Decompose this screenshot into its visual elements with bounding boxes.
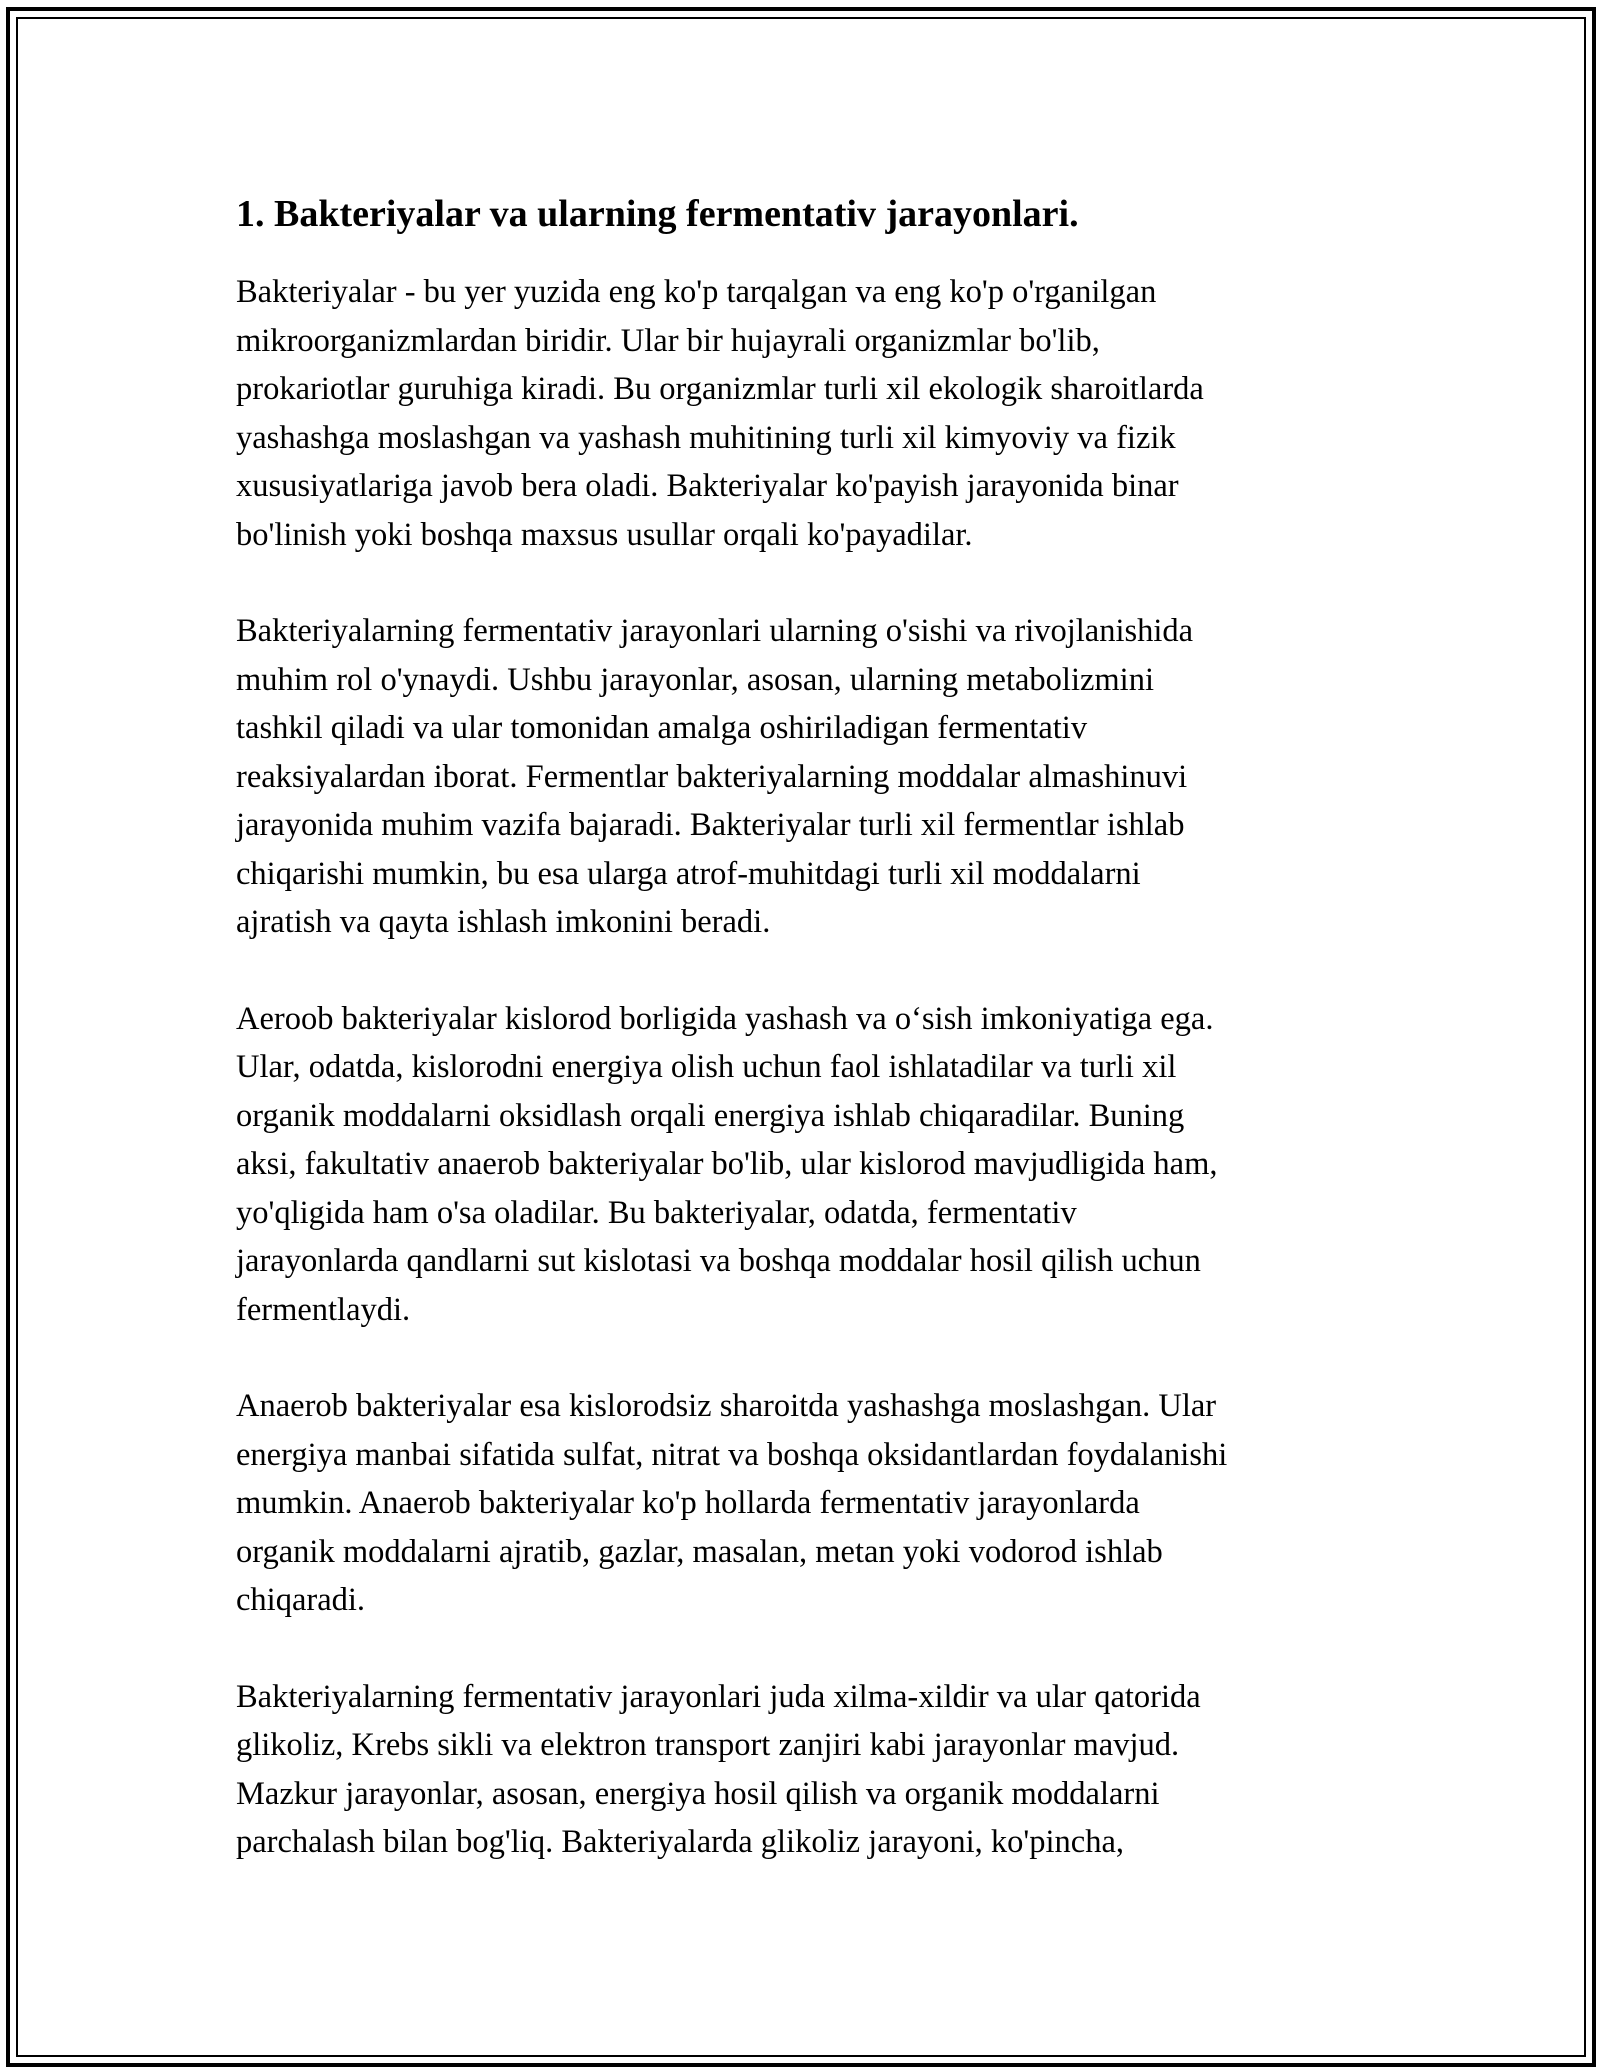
paragraph-metabolic-pathways: Bakteriyalarning fermentativ jarayonlari juda xilma-xildir va ular qatorida glikoliz, Krebs sikli va elektron transport zanjiri kabi jarayonlar mavjud. Mazkur jarayonlar, asosan, energiya hosil qilish va organik moddalarni parchalash bilan bog'liq. Bakteriyalarda glikoliz jarayoni, ko'pincha, bbox=[236, 1678, 1201, 1860]
paragraph-anaerobic-bacteria: Anaerob bakteriyalar esa kislorodsiz sharoitda yashashga moslashgan. Ular energiya manbai sifatida sulfat, nitrat va boshqa oksidantlardan foydalanishi mumkin. Anaerob bakteriyalar ko'p hollarda fermentativ jarayonlarda organik moddalarni ajratib, gazlar, masalan, metan yoki vodorod ishlab chiqaradi. bbox=[236, 1388, 1228, 1618]
document-body bbox=[236, 188, 1376, 1915]
paragraph-bacteria-intro: Bakteriyalar - bu yer yuzida eng ko'p tarqalgan va eng ko'p o'rganilgan mikroorganizmlardan biridir. Ular bir hujayrali organizmlar bo'lib, prokariotlar guruhiga kiradi. Bu organizmlar turli xil ekologik sharoitlarda yashashga moslashgan va yashash muhitining turli xil kimyoviy va fizik xususiyatlariga javob bera oladi. Bakteriyalar ko'payish jarayonida binar bo'linish yoki boshqa maxsus usullar orqali ko'payadilar. bbox=[236, 274, 1204, 553]
paragraph-fermentative-processes: Bakteriyalarning fermentativ jarayonlari ularning o'sishi va rivojlanishida muhim rol o'ynaydi. Ushbu jarayonlar, asosan, ularning metabolizmini tashkil qiladi va ular tomonidan amalga oshiriladigan fermentativ reaksiyalardan iborat. Fermentlar bakteriyalarning moddalar almashinuvi jarayonida muhim vazifa bajaradi. Bakteriyalar turli xil fermentlar ishlab chiqarishi mumkin, bu esa ularga atrof-muhitdagi turli xil moddalarni ajratish va qayta ishlash imkonini beradi. bbox=[236, 613, 1194, 940]
paragraph-aerobic-bacteria: Aeroob bakteriyalar kislorod borligida yashash va o‘sish imkoniyatiga ega. Ular, odatda, kislorodni energiya olish uchun faol ishlatadilar va turli xil organik moddalarni oksidlash orqali energiya ishlab chiqaradilar. Buning aksi, fakultativ anaerob bakteriyalar bo'lib, ular kislorod mavjudligida ham, yo'qligida ham o'sa oladilar. Bu bakteriyalar, odatda, fermentativ jarayonlarda qandlarni sut kislotasi va boshqa moddalar hosil qilish uchun fermentlaydi. bbox=[236, 1000, 1218, 1328]
section-heading: 1. Bakteriyalar va ularning fermentativ jarayonlari. bbox=[236, 193, 1079, 235]
